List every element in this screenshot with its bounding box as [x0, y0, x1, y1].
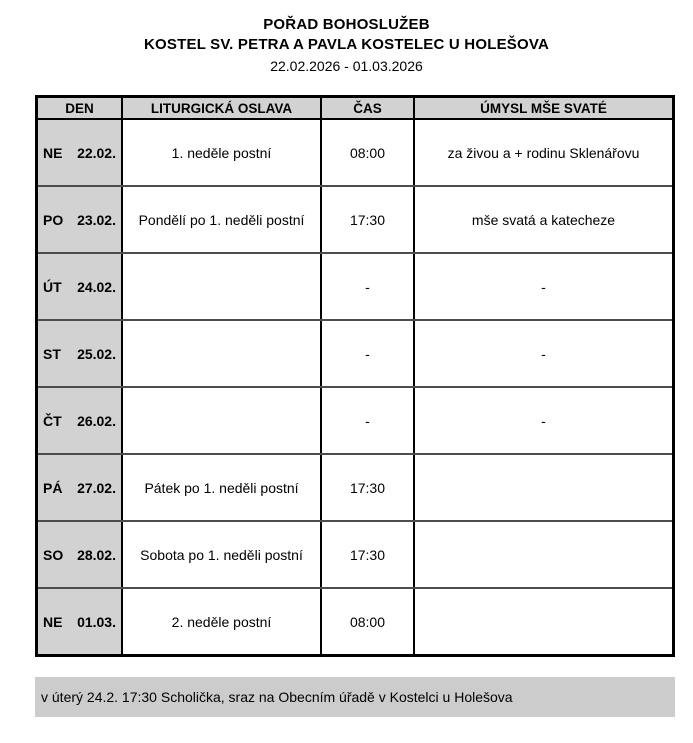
table-row — [38, 453, 672, 520]
table-row — [38, 120, 672, 185]
liturgy-cell — [123, 321, 322, 386]
intention-cell: za živou a + rodinu Sklenářovu — [447, 144, 640, 161]
time-cell: 17:30 — [322, 455, 415, 520]
table-header-row — [38, 98, 672, 120]
table-row — [38, 386, 672, 453]
liturgy-cell: 1. neděle postní — [123, 120, 322, 185]
day-date: 24.02. — [77, 278, 116, 295]
intention-cell: - — [541, 278, 546, 295]
day-cell — [38, 321, 123, 386]
liturgy-cell: Sobota po 1. neděli postní — [123, 522, 322, 587]
intention-cell: mše svatá a katecheze — [471, 211, 616, 228]
table-row — [38, 252, 672, 319]
table-row — [38, 587, 672, 654]
day-abbrev: SO — [43, 546, 64, 563]
day-abbrev: PÁ — [43, 479, 63, 496]
schedule-table — [35, 95, 675, 657]
table-row — [38, 319, 672, 386]
time-cell: - — [322, 321, 415, 386]
table-row — [38, 185, 672, 252]
day-date: 27.02. — [77, 479, 116, 496]
day-cell — [38, 187, 123, 252]
liturgy-cell: Pátek po 1. neděli postní — [123, 455, 322, 520]
intention-cell: - — [541, 345, 546, 362]
time-cell: - — [322, 388, 415, 453]
document-title: POŘAD BOHOSLUŽEB — [263, 16, 430, 33]
day-cell — [38, 254, 123, 319]
time-cell: 08:00 — [322, 120, 415, 185]
day-abbrev: NE — [43, 613, 63, 630]
day-date: 01.03. — [77, 613, 116, 630]
liturgy-cell — [123, 388, 322, 453]
day-abbrev: ČT — [43, 412, 62, 429]
liturgy-cell: 2. neděle postní — [123, 589, 322, 654]
footer-note: v úterý 24.2. 17:30 Scholička, sraz na Obecním úřadě v Kostelci u Holešova — [35, 677, 675, 717]
day-date: 26.02. — [77, 412, 116, 429]
day-cell — [38, 589, 123, 654]
column-header-cas: ČAS — [322, 98, 415, 118]
church-name: KOSTEL SV. PETRA A PAVLA KOSTELEC U HOLEŠOVA — [144, 36, 549, 53]
day-date: 28.02. — [77, 546, 116, 563]
day-abbrev: NE — [43, 144, 63, 161]
day-cell — [38, 522, 123, 587]
day-cell — [38, 120, 123, 185]
day-date: 25.02. — [77, 345, 116, 362]
day-abbrev: ST — [43, 345, 61, 362]
liturgy-cell: Pondělí po 1. neděli postní — [123, 187, 322, 252]
time-cell: 17:30 — [322, 522, 415, 587]
day-date: 23.02. — [77, 211, 116, 228]
intention-cell — [415, 455, 672, 520]
column-header-den: DEN — [38, 98, 123, 118]
column-header-umysl-mse-svate: ÚMYSL MŠE SVATÉ — [480, 100, 607, 116]
time-cell: 17:30 — [322, 187, 415, 252]
day-date: 22.02. — [77, 144, 116, 161]
day-cell — [38, 455, 123, 520]
liturgy-cell — [123, 254, 322, 319]
document-header — [0, 0, 693, 76]
intention-cell — [415, 522, 672, 587]
date-range: 22.02.2026 - 01.03.2026 — [270, 58, 423, 74]
day-cell — [38, 388, 123, 453]
intention-cell: - — [541, 412, 546, 429]
day-abbrev: PO — [43, 211, 64, 228]
time-cell: - — [322, 254, 415, 319]
time-cell: 08:00 — [322, 589, 415, 654]
column-header-liturgicka-oslava: LITURGICKÁ OSLAVA — [123, 98, 322, 118]
intention-cell — [415, 589, 672, 654]
day-abbrev: ÚT — [43, 278, 62, 295]
table-row — [38, 520, 672, 587]
